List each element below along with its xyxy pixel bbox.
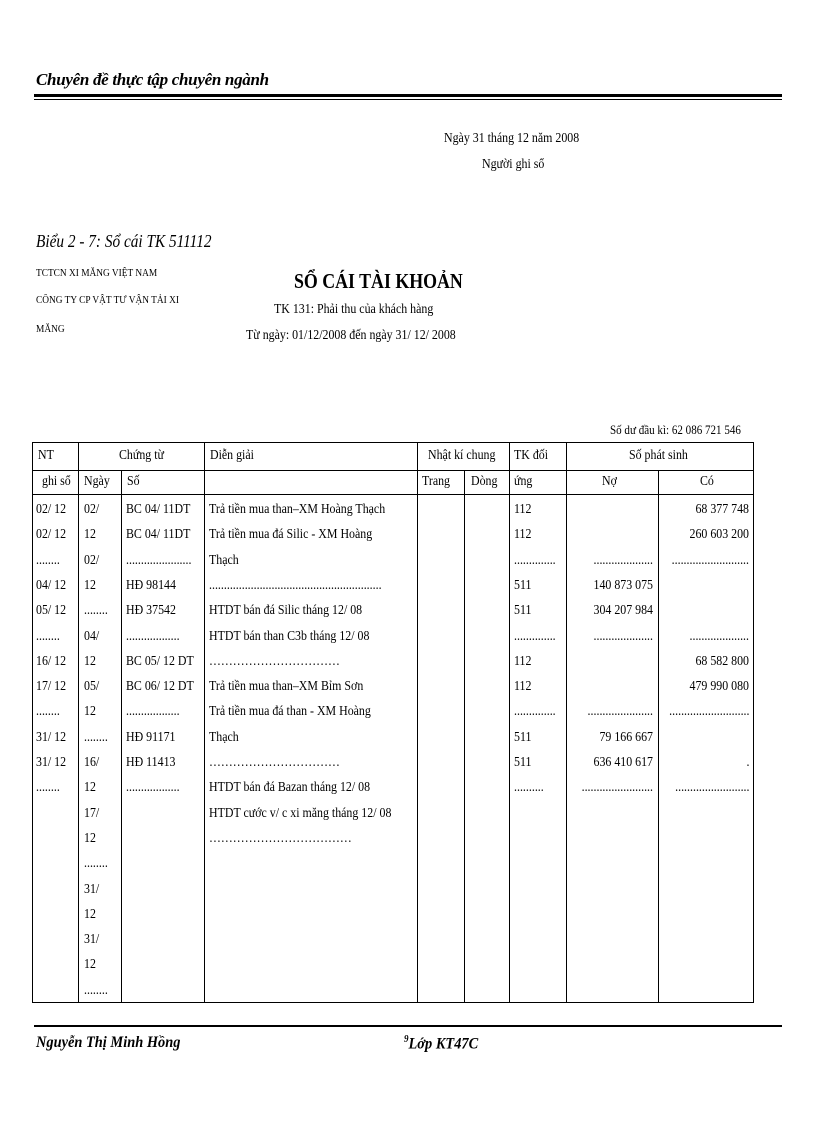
cell-credit: 260 603 200	[689, 527, 749, 543]
cell-description: ……………………………	[209, 755, 340, 770]
th-journal: Nhật kí chung	[428, 448, 496, 463]
th-voucher-no: Số	[127, 474, 140, 489]
th-debit: Nợ	[602, 474, 617, 489]
th-voucher-date: Ngày	[84, 474, 110, 489]
cell-voucher-no: BC 05/ 12 DT	[126, 653, 194, 669]
ledger-title: SỔ CÁI TÀI KHOẢN	[294, 269, 463, 293]
cell-credit: 479 990 080	[689, 679, 749, 695]
cell-counter-account: 511	[514, 603, 532, 619]
cell-debit: 636 410 617	[593, 755, 653, 770]
cell-voucher-no: ......................	[126, 552, 192, 568]
cell-credit: 68 582 800	[695, 653, 749, 669]
cell-counter-account: 511	[514, 755, 532, 770]
cell-description: HTDT cước v/ c xi măng tháng 12/ 08	[209, 805, 392, 821]
cell-counter-account: ..........	[514, 780, 544, 796]
cell-description: Thạch	[209, 552, 239, 568]
th-counter: TK đối	[514, 448, 549, 463]
cell-counter-account: 112	[514, 527, 532, 543]
cell-counter-account: ..............	[514, 704, 556, 720]
cell-voucher-date: ........	[84, 982, 108, 998]
cell-debit: 140 873 075	[593, 577, 653, 593]
cell-credit: ....................	[689, 628, 749, 644]
cell-counter-account: 112	[514, 502, 532, 517]
cell-voucher-no: HĐ 91171	[126, 729, 176, 745]
cell-description: HTDT bán đá Silic tháng 12/ 08	[209, 603, 363, 619]
form-label: Biểu 2 - 7: Sổ cái TK 511112	[36, 231, 212, 251]
cell-description: HTDT bán than C3b tháng 12/ 08	[209, 628, 370, 644]
date-line: Ngày 31 tháng 12 năm 2008	[444, 131, 580, 146]
cell-voucher-date: 12	[84, 957, 96, 973]
cell-credit: .	[746, 755, 749, 770]
cell-nt: 17/ 12	[36, 679, 67, 695]
cell-nt: ........	[36, 704, 60, 720]
running-header-title: Chuyên đề thực tập chuyên ngành	[36, 70, 269, 89]
company-line-2: CÔNG TY CP VẬT TƯ VẬN TẢI XI	[36, 294, 179, 306]
cell-voucher-date: 05/	[84, 679, 100, 695]
company-line-1: TCTCN XI MĂNG VIỆT NAM	[36, 267, 158, 279]
cell-debit: ......................	[587, 704, 653, 720]
cell-voucher-date: 17/	[84, 805, 100, 821]
cell-voucher-date: 12	[84, 704, 96, 720]
cell-counter-account: 112	[514, 653, 532, 669]
cell-debit: 79 166 667	[599, 729, 653, 745]
cell-voucher-date: ........	[84, 729, 108, 745]
recorder-label: Người ghi sổ	[482, 157, 545, 172]
period: Từ ngày: 01/12/2008 đến ngày 31/ 12/ 2008	[246, 328, 456, 343]
account-name: TK 131: Phải thu của khách hàng	[274, 302, 434, 317]
cell-voucher-date: 04/	[84, 628, 100, 644]
th-journal-line: Dòng	[471, 474, 498, 489]
cell-credit: ...........................	[668, 704, 749, 720]
cell-debit: ....................	[593, 628, 653, 644]
cell-debit: ........................	[581, 780, 653, 796]
cell-voucher-date: 12	[84, 830, 96, 846]
cell-debit: ....................	[593, 552, 653, 568]
author-name: Nguyễn Thị Minh Hồng	[36, 1034, 181, 1051]
th-nt: NT	[38, 448, 54, 463]
cell-voucher-date: 31/	[84, 932, 100, 948]
class-label	[404, 1034, 478, 1053]
cell-voucher-date: 12	[84, 653, 96, 669]
cell-voucher-no: BC 04/ 11DT	[126, 502, 191, 517]
cell-voucher-no: HĐ 37542	[126, 603, 176, 619]
cell-counter-account: 511	[514, 729, 532, 745]
th-nt-2: ghi sổ	[42, 474, 71, 489]
cell-voucher-no: HĐ 11413	[126, 755, 176, 770]
th-journal-page: Trang	[422, 474, 450, 489]
cell-credit: 68 377 748	[695, 502, 749, 517]
cell-nt: 02/ 12	[36, 527, 67, 543]
cell-voucher-date: 02/	[84, 552, 100, 568]
th-counter-2: ứng	[514, 474, 533, 489]
cell-description: Thạch	[209, 729, 239, 745]
cell-voucher-no: HĐ 98144	[126, 577, 176, 593]
cell-description: ………………………………	[209, 830, 352, 846]
th-credit: Có	[700, 474, 714, 489]
cell-nt: 16/ 12	[36, 653, 67, 669]
cell-nt: 31/ 12	[36, 729, 67, 745]
cell-description: Trả tiền mua than–XM Hoàng Thạch	[209, 502, 386, 517]
cell-voucher-date: ........	[84, 856, 108, 872]
cell-description: ……………………………	[209, 653, 340, 669]
cell-voucher-no: ..................	[126, 704, 180, 720]
cell-description: HTDT bán đá Bazan tháng 12/ 08	[209, 780, 371, 796]
th-voucher: Chứng từ	[119, 448, 164, 463]
opening-balance: Số dư đầu kì: 62 086 721 546	[610, 422, 741, 437]
cell-description: Trả tiền mua đá Silic - XM Hoàng	[209, 527, 373, 543]
cell-counter-account: 511	[514, 577, 532, 593]
cell-counter-account: 112	[514, 679, 532, 695]
cell-debit: 304 207 984	[593, 603, 653, 619]
cell-voucher-no: ..................	[126, 780, 180, 796]
cell-counter-account: ..............	[514, 628, 556, 644]
cell-credit: .........................	[674, 780, 749, 796]
cell-nt: 02/ 12	[36, 502, 67, 517]
cell-voucher-date: 12	[84, 527, 96, 543]
cell-voucher-date: 31/	[84, 881, 100, 897]
cell-voucher-date: 16/	[84, 755, 100, 770]
company-line-3: MĂNG	[36, 323, 65, 335]
cell-description: Trả tiền mua đá than - XM Hoàng	[209, 704, 371, 720]
class-name: Lớp KT47C	[408, 1035, 479, 1053]
cell-voucher-date: 02/	[84, 502, 100, 517]
th-description: Diễn giải	[210, 448, 254, 463]
cell-voucher-date: 12	[84, 780, 96, 796]
cell-nt: ........	[36, 780, 60, 796]
cell-nt: 04/ 12	[36, 577, 67, 593]
cell-voucher-no: ..................	[126, 628, 180, 644]
cell-description: Trả tiền mua than–XM Bỉm Sơn	[209, 679, 364, 695]
cell-voucher-date: 12	[84, 906, 96, 922]
cell-voucher-no: BC 06/ 12 DT	[126, 679, 194, 695]
page-number: 9	[404, 1034, 409, 1045]
cell-nt: ........	[36, 552, 60, 568]
cell-nt: 31/ 12	[36, 755, 67, 770]
cell-description: ..........................................................	[209, 577, 382, 593]
cell-credit: ..........................	[671, 552, 749, 568]
cell-nt: 05/ 12	[36, 603, 67, 619]
cell-voucher-date: 12	[84, 577, 96, 593]
th-amount: Số phát sinh	[629, 448, 688, 463]
footer-rule	[34, 1025, 782, 1027]
cell-voucher-no: BC 04/ 11DT	[126, 527, 191, 543]
cell-counter-account: ..............	[514, 552, 556, 568]
cell-nt: ........	[36, 628, 60, 644]
cell-voucher-date: ........	[84, 603, 108, 619]
